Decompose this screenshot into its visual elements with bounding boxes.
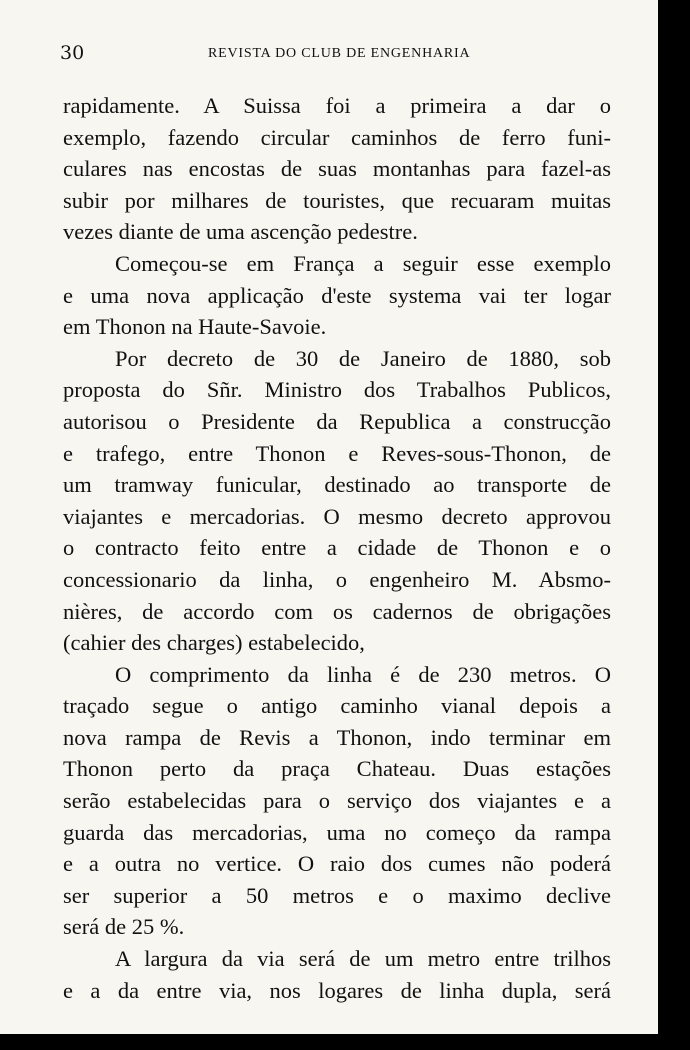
text-line: (cahier des charges) estabelecido,: [63, 630, 365, 656]
text-line: vezes diante de uma ascenção pedestre.: [63, 219, 418, 245]
text-line: Por decreto de 30 de Janeiro de 1880, sob: [115, 345, 611, 371]
body-text: [63, 90, 611, 1006]
text-line: culares nas encostas de suas montanhas para fazel-as: [63, 156, 611, 182]
text-line: em Thonon na Haute-Savoie.: [63, 314, 327, 340]
text-line: subir por milhares de touristes, que recuaram muitas: [63, 187, 611, 213]
text-line: será de 25 %.: [63, 914, 185, 940]
running-title: REVISTA DO CLUB DE ENGENHARIA: [208, 46, 471, 61]
text-line: viajantes e mercadorias. O mesmo decreto approvou: [63, 503, 611, 529]
text-line: O comprimento da linha é de 230 metros. O: [115, 661, 611, 687]
text-line: serão estabelecidas para o serviço dos viajantes e a: [63, 788, 611, 814]
text-line: e trafego, entre Thonon e Reves-sous-Thonon, de: [63, 440, 611, 466]
text-line: e a da entre via, nos logares de linha dupla, será: [63, 977, 611, 1003]
text-line: guarda das mercadorias, uma no começo da rampa: [63, 819, 611, 845]
text-line: autorisou o Presidente da Republica a construcção: [63, 408, 611, 434]
text-line: e a outra no vertice. O raio dos cumes não poderá: [63, 851, 611, 877]
scan-border: [0, 1034, 690, 1050]
text-line: nières, de accordo com os cadernos de obrigações: [63, 598, 611, 624]
page-number: 30: [60, 42, 85, 64]
text-line: nova rampa de Revis a Thonon, indo terminar em: [63, 724, 611, 750]
text-line: rapidamente. A Suissa foi a primeira a dar o: [63, 93, 611, 118]
text-line: ser superior a 50 metros e o maximo declive: [63, 882, 611, 908]
text-line: Thonon perto da praça Chateau. Duas estações: [63, 756, 611, 782]
text-line: o contracto feito entre a cidade de Thonon e o: [63, 535, 611, 561]
page-edge-rule: [666, 20, 674, 1030]
text-line: proposta do Sñr. Ministro dos Trabalhos Publicos,: [63, 377, 611, 403]
running-header: [60, 40, 615, 66]
text-line: concessionario da linha, o engenheiro M. Absmo-: [63, 566, 611, 592]
text-line: e uma nova applicação d'este systema vai ter logar: [63, 282, 611, 308]
text-line: A largura da via será de um metro entre trilhos: [115, 946, 611, 972]
text-line: Começou-se em França a seguir esse exemplo: [115, 250, 611, 276]
text-line: um tramway funicular, destinado ao transporte de: [63, 472, 611, 498]
text-line: traçado segue o antigo caminho vianal depois a: [63, 693, 611, 719]
text-line: exemplo, fazendo circular caminhos de ferro funi-: [63, 124, 611, 150]
